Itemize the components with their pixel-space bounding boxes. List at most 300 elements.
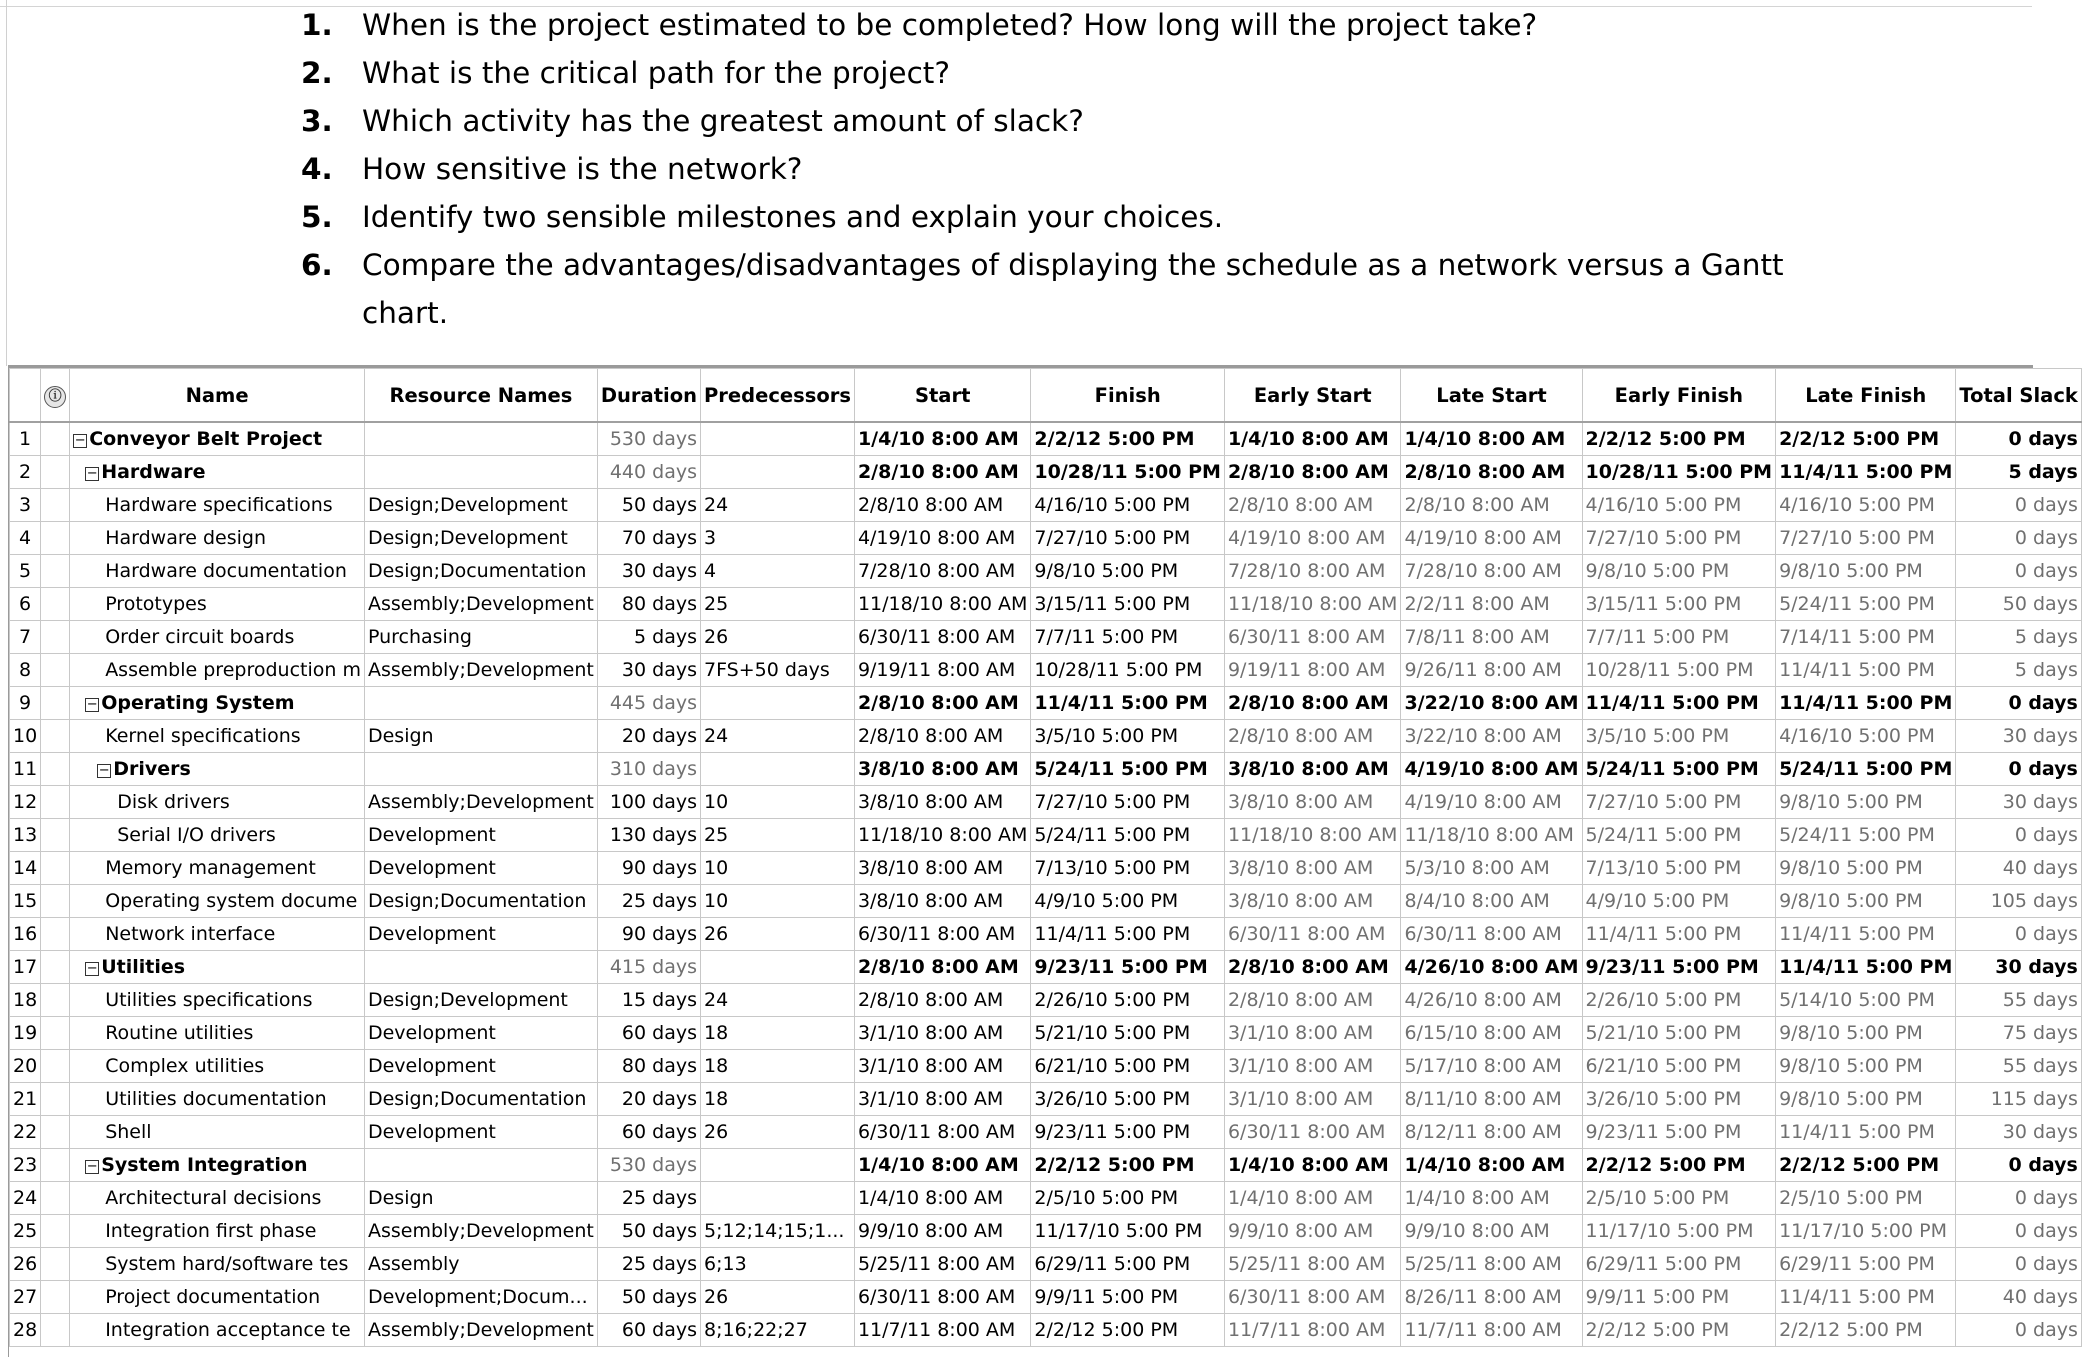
late-start-cell[interactable]: 8/11/10 8:00 AM (1401, 1083, 1582, 1116)
finish-cell[interactable]: 2/2/12 5:00 PM (1031, 1314, 1225, 1347)
row-number[interactable]: 13 (10, 819, 41, 852)
table-row[interactable] (10, 984, 2082, 1017)
table-row[interactable] (10, 918, 2082, 951)
task-name-cell[interactable] (70, 753, 365, 786)
table-row[interactable] (10, 1215, 2082, 1248)
total-slack-cell[interactable]: 0 days (1956, 687, 2081, 720)
table-row[interactable] (10, 1182, 2082, 1215)
early-finish-cell[interactable]: 2/2/12 5:00 PM (1582, 1314, 1776, 1347)
duration-cell[interactable]: 80 days (597, 588, 700, 621)
row-number[interactable]: 24 (10, 1182, 41, 1215)
late-finish-cell[interactable]: 6/29/11 5:00 PM (1776, 1248, 1956, 1281)
finish-cell[interactable]: 11/4/11 5:00 PM (1031, 918, 1225, 951)
early-finish-cell[interactable]: 7/13/10 5:00 PM (1582, 852, 1776, 885)
late-finish-cell[interactable]: 5/14/10 5:00 PM (1776, 984, 1956, 1017)
duration-cell[interactable]: 20 days (597, 1083, 700, 1116)
predecessors-cell[interactable] (701, 422, 855, 456)
early-start-cell[interactable]: 9/9/10 8:00 AM (1224, 1215, 1400, 1248)
resource-cell[interactable]: Design;Development (364, 522, 597, 555)
table-row[interactable] (10, 885, 2082, 918)
finish-cell[interactable]: 6/29/11 5:00 PM (1031, 1248, 1225, 1281)
early-start-cell[interactable]: 2/8/10 8:00 AM (1224, 687, 1400, 720)
total-slack-cell[interactable]: 30 days (1956, 786, 2081, 819)
duration-cell[interactable]: 90 days (597, 852, 700, 885)
early-start-cell[interactable]: 2/8/10 8:00 AM (1224, 720, 1400, 753)
early-finish-cell[interactable]: 6/21/10 5:00 PM (1582, 1050, 1776, 1083)
total-slack-cell[interactable]: 0 days (1956, 522, 2081, 555)
early-start-cell[interactable]: 3/8/10 8:00 AM (1224, 852, 1400, 885)
table-row[interactable] (10, 422, 2082, 456)
early-start-cell[interactable]: 5/25/11 8:00 AM (1224, 1248, 1400, 1281)
row-number[interactable]: 15 (10, 885, 41, 918)
row-number[interactable]: 8 (10, 654, 41, 687)
resource-cell[interactable]: Assembly;Development (364, 654, 597, 687)
predecessors-cell[interactable]: 26 (701, 1281, 855, 1314)
row-number[interactable]: 6 (10, 588, 41, 621)
table-row[interactable] (10, 1083, 2082, 1116)
task-name-cell[interactable] (70, 819, 365, 852)
early-start-cell[interactable]: 1/4/10 8:00 AM (1224, 1182, 1400, 1215)
row-number[interactable]: 23 (10, 1149, 41, 1182)
late-start-cell[interactable]: 9/9/10 8:00 AM (1401, 1215, 1582, 1248)
task-name-cell[interactable] (70, 522, 365, 555)
total-slack-cell[interactable]: 0 days (1956, 1149, 2081, 1182)
finish-cell[interactable]: 7/27/10 5:00 PM (1031, 786, 1225, 819)
early-start-cell[interactable]: 2/8/10 8:00 AM (1224, 456, 1400, 489)
late-finish-cell[interactable]: 11/4/11 5:00 PM (1776, 918, 1956, 951)
finish-cell[interactable]: 10/28/11 5:00 PM (1031, 654, 1225, 687)
task-name-cell[interactable] (70, 984, 365, 1017)
column-header-start[interactable]: Start (854, 369, 1030, 423)
row-number[interactable]: 25 (10, 1215, 41, 1248)
early-start-cell[interactable]: 7/28/10 8:00 AM (1224, 555, 1400, 588)
duration-cell[interactable]: 415 days (597, 951, 700, 984)
start-cell[interactable]: 6/30/11 8:00 AM (854, 621, 1030, 654)
late-finish-cell[interactable]: 2/5/10 5:00 PM (1776, 1182, 1956, 1215)
early-start-cell[interactable]: 3/8/10 8:00 AM (1224, 885, 1400, 918)
late-start-cell[interactable]: 4/26/10 8:00 AM (1401, 984, 1582, 1017)
start-cell[interactable]: 6/30/11 8:00 AM (854, 1281, 1030, 1314)
early-start-cell[interactable]: 11/18/10 8:00 AM (1224, 588, 1400, 621)
row-number[interactable]: 10 (10, 720, 41, 753)
early-start-cell[interactable]: 3/1/10 8:00 AM (1224, 1083, 1400, 1116)
total-slack-cell[interactable]: 0 days (1956, 555, 2081, 588)
early-start-cell[interactable]: 3/1/10 8:00 AM (1224, 1050, 1400, 1083)
late-finish-cell[interactable]: 11/4/11 5:00 PM (1776, 456, 1956, 489)
total-slack-cell[interactable]: 105 days (1956, 885, 2081, 918)
resource-cell[interactable]: Development (364, 852, 597, 885)
start-cell[interactable]: 3/1/10 8:00 AM (854, 1083, 1030, 1116)
collapse-toggle-icon[interactable]: − (74, 433, 86, 448)
total-slack-cell[interactable]: 0 days (1956, 753, 2081, 786)
total-slack-cell[interactable]: 75 days (1956, 1017, 2081, 1050)
task-name-cell[interactable] (70, 1050, 365, 1083)
early-finish-cell[interactable]: 7/7/11 5:00 PM (1582, 621, 1776, 654)
late-finish-cell[interactable]: 9/8/10 5:00 PM (1776, 1083, 1956, 1116)
column-header-late-start[interactable]: Late Start (1401, 369, 1582, 423)
late-finish-cell[interactable]: 2/2/12 5:00 PM (1776, 1314, 1956, 1347)
late-start-cell[interactable]: 7/8/11 8:00 AM (1401, 621, 1582, 654)
task-name-cell[interactable] (70, 422, 365, 456)
early-finish-cell[interactable]: 5/24/11 5:00 PM (1582, 819, 1776, 852)
early-start-cell[interactable]: 4/19/10 8:00 AM (1224, 522, 1400, 555)
total-slack-cell[interactable]: 50 days (1956, 588, 2081, 621)
total-slack-cell[interactable]: 115 days (1956, 1083, 2081, 1116)
duration-cell[interactable]: 60 days (597, 1017, 700, 1050)
early-finish-cell[interactable]: 7/27/10 5:00 PM (1582, 522, 1776, 555)
column-header-early-start[interactable]: Early Start (1224, 369, 1400, 423)
resource-cell[interactable]: Development (364, 1116, 597, 1149)
resource-cell[interactable]: Assembly (364, 1248, 597, 1281)
row-number[interactable]: 12 (10, 786, 41, 819)
resource-cell[interactable]: Design (364, 720, 597, 753)
duration-cell[interactable]: 5 days (597, 621, 700, 654)
row-number[interactable]: 5 (10, 555, 41, 588)
table-row[interactable] (10, 489, 2082, 522)
late-finish-cell[interactable]: 4/16/10 5:00 PM (1776, 489, 1956, 522)
duration-cell[interactable]: 25 days (597, 1182, 700, 1215)
finish-cell[interactable]: 9/9/11 5:00 PM (1031, 1281, 1225, 1314)
row-number[interactable]: 2 (10, 456, 41, 489)
predecessors-cell[interactable] (701, 753, 855, 786)
column-header-predecessors[interactable]: Predecessors (701, 369, 855, 423)
column-header-resource-names[interactable]: Resource Names (364, 369, 597, 423)
finish-cell[interactable]: 5/21/10 5:00 PM (1031, 1017, 1225, 1050)
column-header-name[interactable]: Name (70, 369, 365, 423)
resource-cell[interactable]: Design;Documentation (364, 555, 597, 588)
duration-cell[interactable]: 530 days (597, 1149, 700, 1182)
total-slack-cell[interactable]: 0 days (1956, 918, 2081, 951)
late-start-cell[interactable]: 6/30/11 8:00 AM (1401, 918, 1582, 951)
early-finish-cell[interactable]: 3/15/11 5:00 PM (1582, 588, 1776, 621)
row-number[interactable]: 28 (10, 1314, 41, 1347)
predecessors-cell[interactable]: 8;16;22;27 (701, 1314, 855, 1347)
predecessors-cell[interactable]: 25 (701, 588, 855, 621)
table-row[interactable] (10, 555, 2082, 588)
early-start-cell[interactable]: 2/8/10 8:00 AM (1224, 984, 1400, 1017)
early-finish-cell[interactable]: 4/16/10 5:00 PM (1582, 489, 1776, 522)
late-start-cell[interactable]: 1/4/10 8:00 AM (1401, 1182, 1582, 1215)
predecessors-cell[interactable] (701, 1149, 855, 1182)
early-finish-cell[interactable]: 11/17/10 5:00 PM (1582, 1215, 1776, 1248)
column-header-duration[interactable]: Duration (597, 369, 700, 423)
early-start-cell[interactable]: 2/8/10 8:00 AM (1224, 951, 1400, 984)
table-row[interactable] (10, 1248, 2082, 1281)
early-finish-cell[interactable]: 9/23/11 5:00 PM (1582, 1116, 1776, 1149)
late-start-cell[interactable]: 4/26/10 8:00 AM (1401, 951, 1582, 984)
early-start-cell[interactable]: 11/18/10 8:00 AM (1224, 819, 1400, 852)
row-number[interactable]: 22 (10, 1116, 41, 1149)
table-row[interactable] (10, 1017, 2082, 1050)
predecessors-cell[interactable]: 26 (701, 1116, 855, 1149)
table-row[interactable] (10, 687, 2082, 720)
start-cell[interactable]: 3/1/10 8:00 AM (854, 1050, 1030, 1083)
start-cell[interactable]: 2/8/10 8:00 AM (854, 687, 1030, 720)
predecessors-cell[interactable]: 26 (701, 918, 855, 951)
resource-cell[interactable]: Assembly;Development (364, 1215, 597, 1248)
late-finish-cell[interactable]: 11/4/11 5:00 PM (1776, 951, 1956, 984)
finish-cell[interactable]: 5/24/11 5:00 PM (1031, 753, 1225, 786)
resource-cell[interactable] (364, 1149, 597, 1182)
table-row[interactable] (10, 1116, 2082, 1149)
late-start-cell[interactable]: 3/22/10 8:00 AM (1401, 720, 1582, 753)
early-finish-cell[interactable]: 11/4/11 5:00 PM (1582, 918, 1776, 951)
early-finish-cell[interactable]: 9/23/11 5:00 PM (1582, 951, 1776, 984)
early-finish-cell[interactable]: 11/4/11 5:00 PM (1582, 687, 1776, 720)
duration-cell[interactable]: 445 days (597, 687, 700, 720)
collapse-toggle-icon[interactable]: − (86, 961, 98, 976)
row-number[interactable]: 27 (10, 1281, 41, 1314)
finish-cell[interactable]: 2/2/12 5:00 PM (1031, 422, 1225, 456)
late-finish-cell[interactable]: 11/4/11 5:00 PM (1776, 654, 1956, 687)
predecessors-cell[interactable] (701, 456, 855, 489)
finish-cell[interactable]: 3/26/10 5:00 PM (1031, 1083, 1225, 1116)
early-start-cell[interactable]: 3/8/10 8:00 AM (1224, 753, 1400, 786)
late-start-cell[interactable]: 9/26/11 8:00 AM (1401, 654, 1582, 687)
finish-cell[interactable]: 7/27/10 5:00 PM (1031, 522, 1225, 555)
table-row[interactable] (10, 1314, 2082, 1347)
row-number[interactable]: 16 (10, 918, 41, 951)
task-name-cell[interactable] (70, 1083, 365, 1116)
finish-cell[interactable]: 9/8/10 5:00 PM (1031, 555, 1225, 588)
predecessors-cell[interactable]: 3 (701, 522, 855, 555)
late-start-cell[interactable]: 8/26/11 8:00 AM (1401, 1281, 1582, 1314)
task-name-cell[interactable] (70, 720, 365, 753)
task-name-cell[interactable] (70, 1248, 365, 1281)
duration-cell[interactable]: 25 days (597, 885, 700, 918)
task-name-cell[interactable] (70, 1116, 365, 1149)
task-name-cell[interactable] (70, 489, 365, 522)
resource-cell[interactable]: Assembly;Development (364, 786, 597, 819)
indicators-header[interactable] (41, 369, 70, 423)
finish-cell[interactable]: 4/16/10 5:00 PM (1031, 489, 1225, 522)
late-start-cell[interactable]: 6/15/10 8:00 AM (1401, 1017, 1582, 1050)
total-slack-cell[interactable]: 5 days (1956, 621, 2081, 654)
collapse-toggle-icon[interactable]: − (86, 466, 98, 481)
resource-cell[interactable]: Development (364, 1050, 597, 1083)
start-cell[interactable]: 2/8/10 8:00 AM (854, 984, 1030, 1017)
late-finish-cell[interactable]: 7/14/11 5:00 PM (1776, 621, 1956, 654)
late-finish-cell[interactable]: 4/16/10 5:00 PM (1776, 720, 1956, 753)
total-slack-cell[interactable]: 0 days (1956, 422, 2081, 456)
early-finish-cell[interactable]: 4/9/10 5:00 PM (1582, 885, 1776, 918)
late-finish-cell[interactable]: 2/2/12 5:00 PM (1776, 422, 1956, 456)
total-slack-cell[interactable]: 30 days (1956, 951, 2081, 984)
row-number[interactable]: 1 (10, 422, 41, 456)
row-number[interactable]: 11 (10, 753, 41, 786)
late-start-cell[interactable]: 5/17/10 8:00 AM (1401, 1050, 1582, 1083)
late-start-cell[interactable]: 4/19/10 8:00 AM (1401, 753, 1582, 786)
duration-cell[interactable]: 30 days (597, 654, 700, 687)
task-name-cell[interactable] (70, 1182, 365, 1215)
late-finish-cell[interactable]: 9/8/10 5:00 PM (1776, 1050, 1956, 1083)
predecessors-cell[interactable]: 6;13 (701, 1248, 855, 1281)
predecessors-cell[interactable]: 25 (701, 819, 855, 852)
total-slack-cell[interactable]: 55 days (1956, 1050, 2081, 1083)
finish-cell[interactable]: 2/2/12 5:00 PM (1031, 1149, 1225, 1182)
collapse-toggle-icon[interactable]: − (98, 763, 110, 778)
start-cell[interactable]: 4/19/10 8:00 AM (854, 522, 1030, 555)
late-start-cell[interactable]: 2/8/10 8:00 AM (1401, 456, 1582, 489)
row-number[interactable]: 14 (10, 852, 41, 885)
total-slack-cell[interactable]: 0 days (1956, 489, 2081, 522)
start-cell[interactable]: 3/8/10 8:00 AM (854, 852, 1030, 885)
late-start-cell[interactable]: 11/18/10 8:00 AM (1401, 819, 1582, 852)
late-start-cell[interactable]: 3/22/10 8:00 AM (1401, 687, 1582, 720)
late-finish-cell[interactable]: 9/8/10 5:00 PM (1776, 555, 1956, 588)
total-slack-cell[interactable]: 0 days (1956, 1314, 2081, 1347)
table-row[interactable] (10, 621, 2082, 654)
table-row[interactable] (10, 1050, 2082, 1083)
resource-cell[interactable] (364, 951, 597, 984)
row-number[interactable]: 9 (10, 687, 41, 720)
resource-cell[interactable]: Design;Development (364, 984, 597, 1017)
task-name-cell[interactable] (70, 456, 365, 489)
early-finish-cell[interactable]: 2/5/10 5:00 PM (1582, 1182, 1776, 1215)
late-finish-cell[interactable]: 9/8/10 5:00 PM (1776, 885, 1956, 918)
predecessors-cell[interactable]: 26 (701, 621, 855, 654)
finish-cell[interactable]: 2/5/10 5:00 PM (1031, 1182, 1225, 1215)
task-name-cell[interactable] (70, 687, 365, 720)
early-finish-cell[interactable]: 2/2/12 5:00 PM (1582, 422, 1776, 456)
late-start-cell[interactable]: 2/8/10 8:00 AM (1401, 489, 1582, 522)
start-cell[interactable]: 7/28/10 8:00 AM (854, 555, 1030, 588)
start-cell[interactable]: 2/8/10 8:00 AM (854, 951, 1030, 984)
early-finish-cell[interactable]: 5/24/11 5:00 PM (1582, 753, 1776, 786)
predecessors-cell[interactable]: 7FS+50 days (701, 654, 855, 687)
early-start-cell[interactable]: 6/30/11 8:00 AM (1224, 918, 1400, 951)
finish-cell[interactable]: 3/5/10 5:00 PM (1031, 720, 1225, 753)
late-finish-cell[interactable]: 11/4/11 5:00 PM (1776, 1116, 1956, 1149)
task-name-cell[interactable] (70, 786, 365, 819)
predecessors-cell[interactable]: 10 (701, 885, 855, 918)
duration-cell[interactable]: 15 days (597, 984, 700, 1017)
task-name-cell[interactable] (70, 852, 365, 885)
row-number[interactable]: 26 (10, 1248, 41, 1281)
start-cell[interactable]: 11/7/11 8:00 AM (854, 1314, 1030, 1347)
resource-cell[interactable] (364, 687, 597, 720)
duration-cell[interactable]: 530 days (597, 422, 700, 456)
duration-cell[interactable]: 310 days (597, 753, 700, 786)
table-row[interactable] (10, 852, 2082, 885)
early-start-cell[interactable]: 3/8/10 8:00 AM (1224, 786, 1400, 819)
early-finish-cell[interactable]: 2/26/10 5:00 PM (1582, 984, 1776, 1017)
task-name-cell[interactable] (70, 951, 365, 984)
predecessors-cell[interactable]: 24 (701, 720, 855, 753)
task-name-cell[interactable] (70, 621, 365, 654)
predecessors-cell[interactable] (701, 1182, 855, 1215)
table-row[interactable] (10, 522, 2082, 555)
early-start-cell[interactable]: 6/30/11 8:00 AM (1224, 621, 1400, 654)
duration-cell[interactable]: 30 days (597, 555, 700, 588)
resource-cell[interactable]: Design;Development (364, 489, 597, 522)
early-finish-cell[interactable]: 3/5/10 5:00 PM (1582, 720, 1776, 753)
start-cell[interactable]: 2/8/10 8:00 AM (854, 720, 1030, 753)
total-slack-cell[interactable]: 0 days (1956, 1248, 2081, 1281)
predecessors-cell[interactable]: 5;12;14;15;1... (701, 1215, 855, 1248)
late-finish-cell[interactable]: 5/24/11 5:00 PM (1776, 588, 1956, 621)
predecessors-cell[interactable]: 18 (701, 1083, 855, 1116)
late-finish-cell[interactable]: 2/2/12 5:00 PM (1776, 1149, 1956, 1182)
finish-cell[interactable]: 9/23/11 5:00 PM (1031, 951, 1225, 984)
resource-cell[interactable]: Development (364, 819, 597, 852)
task-name-cell[interactable] (70, 588, 365, 621)
predecessors-cell[interactable]: 4 (701, 555, 855, 588)
resource-cell[interactable]: Assembly;Development (364, 1314, 597, 1347)
resource-cell[interactable] (364, 753, 597, 786)
task-name-cell[interactable] (70, 555, 365, 588)
start-cell[interactable]: 5/25/11 8:00 AM (854, 1248, 1030, 1281)
late-start-cell[interactable]: 2/2/11 8:00 AM (1401, 588, 1582, 621)
predecessors-cell[interactable]: 18 (701, 1050, 855, 1083)
finish-cell[interactable]: 6/21/10 5:00 PM (1031, 1050, 1225, 1083)
late-finish-cell[interactable]: 9/8/10 5:00 PM (1776, 1017, 1956, 1050)
predecessors-cell[interactable]: 10 (701, 852, 855, 885)
early-finish-cell[interactable]: 3/26/10 5:00 PM (1582, 1083, 1776, 1116)
start-cell[interactable]: 3/8/10 8:00 AM (854, 753, 1030, 786)
duration-cell[interactable]: 70 days (597, 522, 700, 555)
predecessors-cell[interactable] (701, 687, 855, 720)
resource-cell[interactable]: Design (364, 1182, 597, 1215)
task-name-cell[interactable] (70, 654, 365, 687)
late-finish-cell[interactable]: 5/24/11 5:00 PM (1776, 819, 1956, 852)
resource-cell[interactable]: Development;Docum... (364, 1281, 597, 1314)
finish-cell[interactable]: 5/24/11 5:00 PM (1031, 819, 1225, 852)
predecessors-cell[interactable]: 10 (701, 786, 855, 819)
resource-cell[interactable]: Development (364, 918, 597, 951)
duration-cell[interactable]: 130 days (597, 819, 700, 852)
early-start-cell[interactable]: 1/4/10 8:00 AM (1224, 1149, 1400, 1182)
early-finish-cell[interactable]: 9/8/10 5:00 PM (1582, 555, 1776, 588)
start-cell[interactable]: 11/18/10 8:00 AM (854, 588, 1030, 621)
table-row[interactable] (10, 753, 2082, 786)
row-number[interactable]: 17 (10, 951, 41, 984)
table-row[interactable] (10, 1281, 2082, 1314)
late-finish-cell[interactable]: 9/8/10 5:00 PM (1776, 786, 1956, 819)
collapse-toggle-icon[interactable]: − (86, 1159, 98, 1174)
resource-cell[interactable]: Purchasing (364, 621, 597, 654)
duration-cell[interactable]: 50 days (597, 1215, 700, 1248)
late-finish-cell[interactable]: 11/17/10 5:00 PM (1776, 1215, 1956, 1248)
row-number[interactable]: 20 (10, 1050, 41, 1083)
finish-cell[interactable]: 2/26/10 5:00 PM (1031, 984, 1225, 1017)
task-name-cell[interactable] (70, 1314, 365, 1347)
table-row[interactable] (10, 1149, 2082, 1182)
late-start-cell[interactable]: 4/19/10 8:00 AM (1401, 786, 1582, 819)
start-cell[interactable]: 9/19/11 8:00 AM (854, 654, 1030, 687)
duration-cell[interactable]: 80 days (597, 1050, 700, 1083)
finish-cell[interactable]: 3/15/11 5:00 PM (1031, 588, 1225, 621)
late-finish-cell[interactable]: 11/4/11 5:00 PM (1776, 1281, 1956, 1314)
early-finish-cell[interactable]: 9/9/11 5:00 PM (1582, 1281, 1776, 1314)
task-name-cell[interactable] (70, 1215, 365, 1248)
early-start-cell[interactable]: 6/30/11 8:00 AM (1224, 1281, 1400, 1314)
start-cell[interactable]: 3/8/10 8:00 AM (854, 786, 1030, 819)
late-start-cell[interactable]: 5/25/11 8:00 AM (1401, 1248, 1582, 1281)
early-start-cell[interactable]: 6/30/11 8:00 AM (1224, 1116, 1400, 1149)
total-slack-cell[interactable]: 40 days (1956, 852, 2081, 885)
finish-cell[interactable]: 4/9/10 5:00 PM (1031, 885, 1225, 918)
row-number[interactable]: 19 (10, 1017, 41, 1050)
table-row[interactable] (10, 588, 2082, 621)
late-start-cell[interactable]: 11/7/11 8:00 AM (1401, 1314, 1582, 1347)
row-number-header[interactable] (10, 369, 41, 423)
duration-cell[interactable]: 25 days (597, 1248, 700, 1281)
row-number[interactable]: 3 (10, 489, 41, 522)
task-name-cell[interactable] (70, 1149, 365, 1182)
duration-cell[interactable]: 440 days (597, 456, 700, 489)
collapse-toggle-icon[interactable]: − (86, 697, 98, 712)
